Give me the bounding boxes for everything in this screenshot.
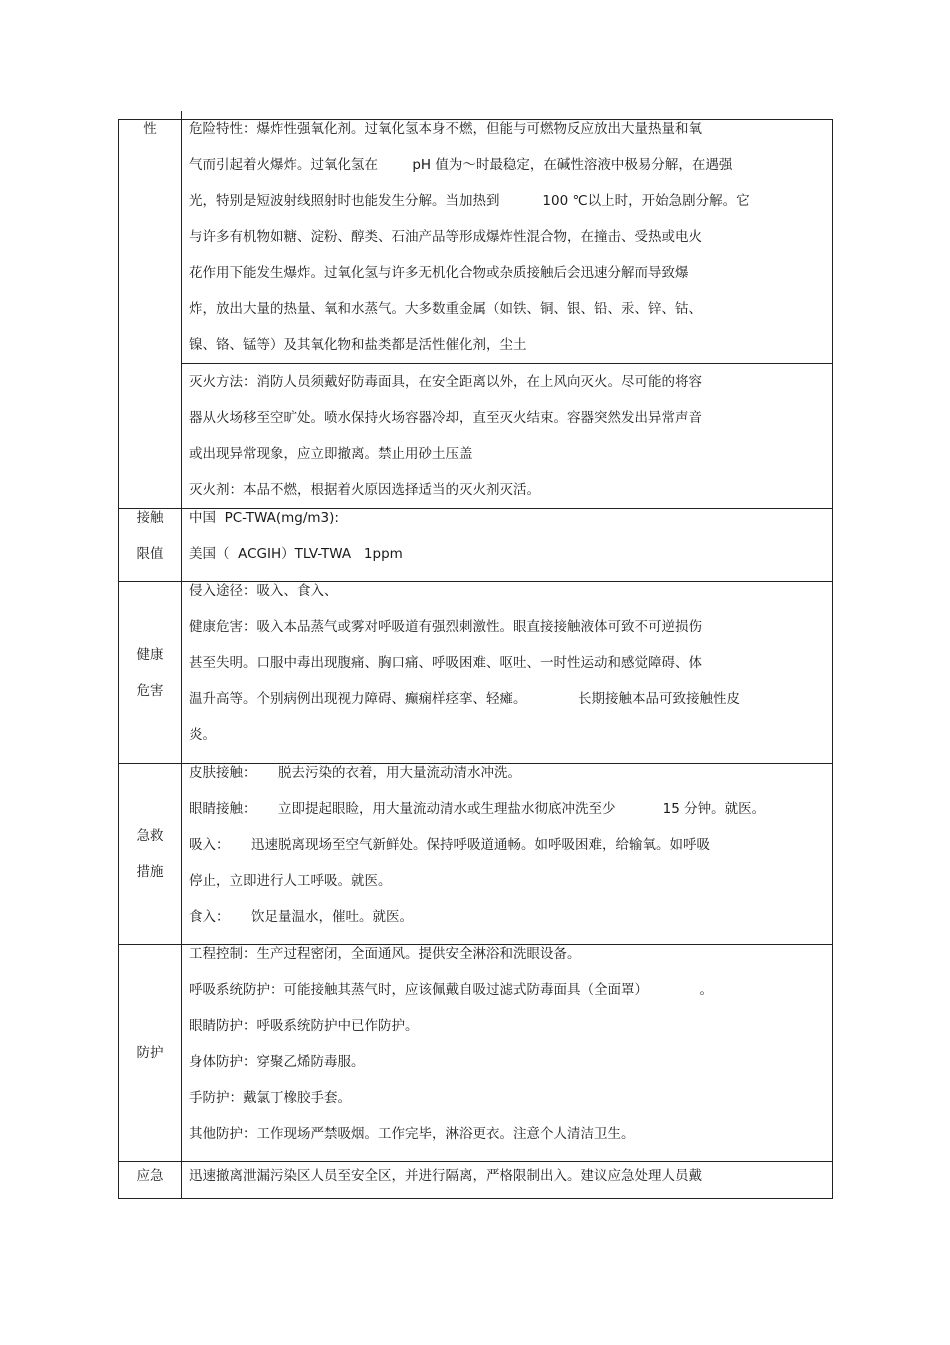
text-line: 危险特性：爆炸性强氧化剂。过氧化氢本身不燃，但能与可燃物反应放出大量热量和氧: [189, 121, 702, 137]
text-line: 眼睛防护：呼吸系统防护中已作防护。: [189, 1018, 419, 1034]
row-label-text: 性: [143, 121, 157, 137]
table-row-emergency: [119, 1162, 833, 1199]
text-line: 健康危害：吸入本品蒸气或雾对呼吸道有强烈刺激性。眼直接接触液体可致不可逆损伤: [189, 619, 702, 635]
row-label-text: 健康: [136, 646, 164, 663]
text-line: 或出现异常现象，应立即撤离。禁止用砂土压盖: [189, 446, 473, 462]
text-line: 美国（ ACGIH）TLV-TWA 1ppm: [189, 546, 403, 562]
row-label: [119, 1162, 182, 1198]
table-row-hazard: [119, 120, 833, 509]
text-line: 停止，立即进行人工呼吸。就医。: [189, 873, 392, 889]
row-label-text: 措施: [136, 864, 164, 880]
row-label-text: 应急: [136, 1168, 164, 1184]
row-label: [119, 111, 182, 508]
text-line: 呼吸系统防护：可能接触其蒸气时，应该佩戴自吸过滤式防毒面具（全面罩） 。: [189, 982, 713, 998]
text-line: 气而引起着火爆炸。过氧化氢在 pH 值为～时最稳定，在碱性溶液中极易分解，在遇强: [189, 157, 733, 173]
table-row-exposure-limits: [119, 509, 833, 582]
text-line: 吸入： 迅速脱离现场至空气新鲜处。保持呼吸道通畅。如呼吸困难，给输氧。如呼吸: [189, 837, 710, 853]
row-content: [182, 582, 833, 763]
row-content: [182, 945, 833, 1161]
text-line: 炸，放出大量的热量、氧和水蒸气。大多数重金属（如铁、铜、银、铅、汞、锌、钴、: [189, 301, 702, 317]
text-line: 炎。: [189, 727, 216, 743]
row-content: [182, 764, 833, 944]
row-label-text: 接触: [136, 510, 164, 526]
text-line: 皮肤接触： 脱去污染的衣着，用大量流动清水冲洗。: [189, 765, 521, 781]
text-line: 手防护：戴氯丁橡胶手套。: [189, 1090, 351, 1106]
text-line: 镍、铬、锰等）及其氧化物和盐类都是活性催化剂，尘土: [189, 337, 527, 353]
row-label: [119, 582, 182, 763]
text-line: 其他防护：工作现场严禁吸烟。工作完毕，淋浴更衣。注意个人清洁卫生。: [189, 1126, 635, 1142]
firefighting-methods: [182, 363, 832, 508]
table-row-first-aid: [119, 764, 833, 945]
row-label: [119, 509, 182, 581]
text-line: 光，特别是短波射线照射时也能发生分解。当加热到 100 ℃以上时，开始急剧分解。它: [189, 193, 750, 209]
text-line: 工程控制：生产过程密闭，全面通风。提供安全淋浴和洗眼设备。: [189, 946, 581, 962]
text-line: 迅速撤离泄漏污染区人员至安全区，并进行隔离，严格限制出入。建议应急处理人员戴: [189, 1168, 702, 1184]
hazard-characteristics: [182, 111, 832, 363]
text-line: 温升高等。个别病例出现视力障碍、癫痫样痉挛、轻瘫。 长期接触本品可致接触性皮: [189, 691, 740, 707]
row-content: [182, 120, 833, 508]
text-line: 花作用下能发生爆炸。过氧化氢与许多无机化合物或杂质接触后会迅速分解而导致爆: [189, 265, 689, 281]
row-content: [182, 1162, 833, 1198]
text-line: 中国 PC-TWA(mg/m3):: [189, 510, 339, 526]
row-label-text: 防护: [136, 1045, 164, 1061]
text-line: 灭火剂：本品不燃，根据着火原因选择适当的灭火剂灭活。: [189, 482, 540, 498]
text-line: 食入： 饮足量温水，催吐。就医。: [189, 909, 413, 925]
msds-table: [118, 119, 833, 1199]
text-line: 甚至失明。口服中毒出现腹痛、胸口痛、呼吸困难、呕吐、一时性运动和感觉障碍、体: [189, 655, 702, 671]
row-label-text: 急救: [136, 828, 164, 844]
text-line: 侵入途径：吸入、食入、: [189, 583, 338, 599]
row-label-text: 危害: [136, 682, 164, 699]
row-label: [119, 764, 182, 944]
text-line: 眼睛接触： 立即提起眼睑，用大量流动清水或生理盐水彻底冲洗至少 15 分钟。就医。: [189, 801, 766, 817]
text-line: 身体防护：穿聚乙烯防毒服。: [189, 1054, 365, 1070]
row-content: [182, 509, 833, 581]
table-row-protection: [119, 945, 833, 1162]
text-line: 器从火场移至空旷处。喷水保持火场容器冷却，直至灭火结束。容器突然发出异常声音: [189, 410, 702, 426]
row-label: [119, 945, 182, 1161]
table-row-health-hazards: [119, 582, 833, 764]
row-label-text: 限值: [136, 546, 164, 562]
text-line: 灭火方法：消防人员须戴好防毒面具，在安全距离以外，在上风向灭火。尽可能的将容: [189, 374, 702, 390]
text-line: 与许多有机物如糖、淀粉、醇类、石油产品等形成爆炸性混合物，在撞击、受热或电火: [189, 229, 702, 245]
